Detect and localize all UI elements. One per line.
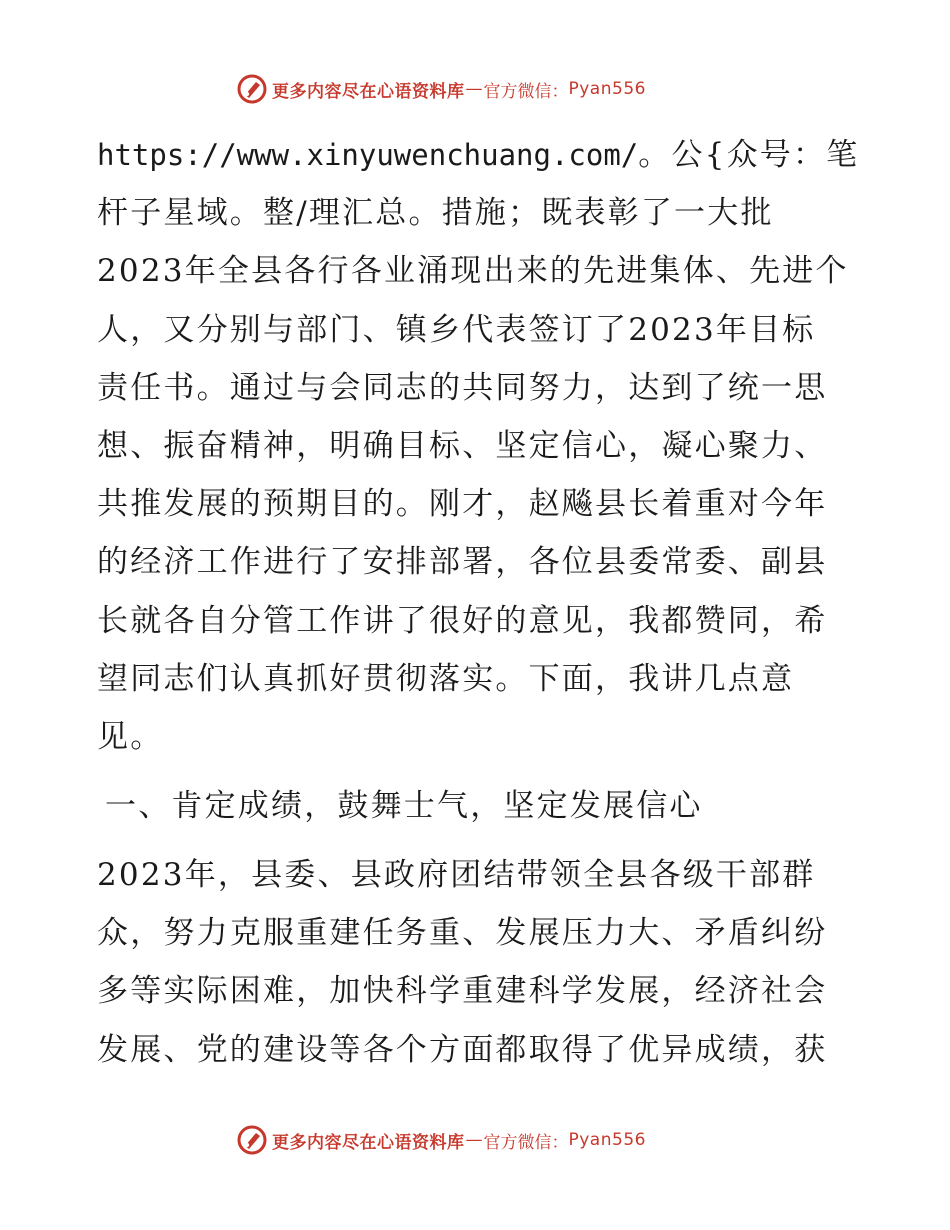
header-banner [236,72,646,106]
paragraph-line: 杆子星域。整/理汇总。措施；既表彰了一大批 [97,195,774,232]
banner-separator: — [465,79,483,99]
banner-wechat-label: 官方微信： [483,81,569,102]
footer-banner [236,1123,646,1157]
paragraph-line: 想、振奋精神，明确目标、坚定信心，凝心聚力、 [97,427,828,464]
paragraph-line: 责任书。通过与会同志的共同努力，达到了统一思 [97,369,828,406]
paragraph-line: 发展、党的建设等各个方面都取得了优异成绩，获 [97,1031,828,1068]
paragraph-2 [97,846,857,1079]
paragraph-line: 2023年全县各行各业涌现出来的先进集体、先进个 [97,253,849,290]
document-body [97,126,860,1079]
paragraph-line: 共推发展的预期目的。刚才，赵飚县长着重对今年 [97,486,828,523]
banner-wechat-id: Pyan556 [568,79,646,99]
paragraph-line: 长就各自分管工作讲了很好的意见，我都赞同，希 [97,602,828,639]
banner-wechat-id: Pyan556 [568,1130,646,1150]
pen-logo-icon [236,73,268,105]
paragraph-line: 见。 [97,718,164,755]
paragraph-line: 的经济工作进行了安排部署，各位县委常委、副县 [97,544,828,581]
section-heading: 一、肯定成绩，鼓舞士气，坚定发展信心 [105,788,703,825]
banner-separator: — [465,1130,483,1150]
pen-logo-icon [236,1124,268,1156]
banner-wechat-label: 官方微信： [483,1132,569,1153]
banner-brand-text: 更多内容尽在心语资料库 [272,1132,465,1153]
source-url: https://www.xinyuwenchuang.com/ [97,138,639,172]
paragraph-line: 人，又分别与部门、镇乡代表签订了2023年目标 [97,311,816,348]
paragraph-line: 众，努力克服重建任务重、发展压力大、矛盾纠纷 [97,915,828,952]
paragraph-line [97,126,860,184]
banner-brand-text: 更多内容尽在心语资料库 [272,81,465,102]
paragraph-1 [97,126,860,766]
paragraph-line: 多等实际困难，加快科学重建科学发展，经济社会 [97,973,828,1010]
paragraph-line-text: 。公{众号：笔 [638,137,860,173]
paragraph-line: 望同志们认真抓好贯彻落实。下面，我讲几点意 [97,660,795,697]
paragraph-line: 2023年，县委、县政府团结带领全县各级干部群 [97,857,816,894]
